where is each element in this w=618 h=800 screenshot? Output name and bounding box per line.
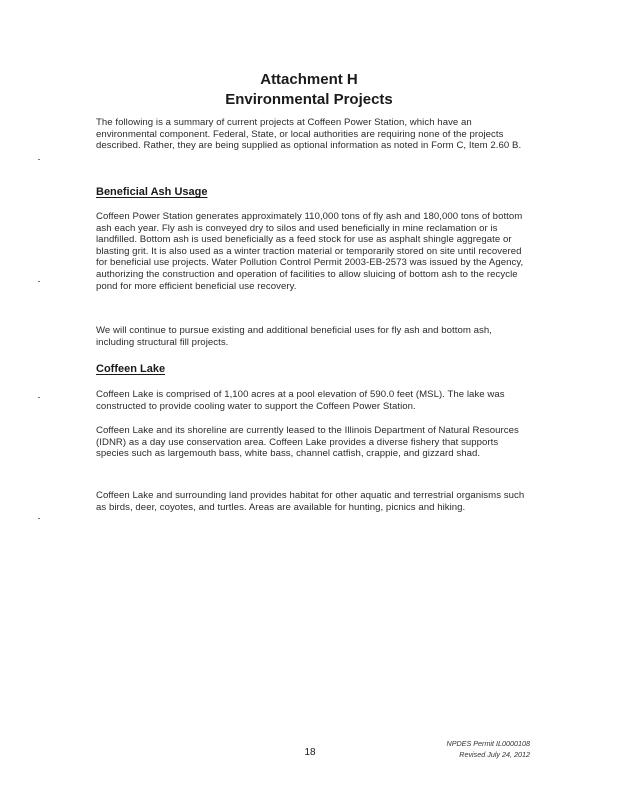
ash-paragraph-2: We will continue to pursue existing and additional beneficial uses for fly ash and bottom ash, including structural fill projects.	[96, 325, 492, 348]
margin-mark	[38, 397, 40, 398]
page-subtitle: Environmental Projects	[225, 91, 393, 108]
margin-mark	[38, 518, 40, 519]
lake-paragraph-2: Coffeen Lake and its shoreline are currently leased to the Illinois Department of Natural Resources (IDNR) as a day use conservation area. Coffeen Lake provides a diverse fishery that supports species such as largemouth bass, white bass, channel catfish, crappie, and gizzard shad.	[96, 425, 519, 460]
footer-permit: NPDES Permit IL0000108	[446, 739, 530, 748]
intro-paragraph: The following is a summary of current projects at Coffeen Power Station, which have an environmental component. Federal, State, or local authorities are requiring none of the projects described. Rather, they are being supplied as optional information as noted in Form C, Item 2.60 B.	[96, 117, 522, 152]
lake-paragraph-1: Coffeen Lake is comprised of 1,100 acres at a pool elevation of 590.0 feet (MSL). The lake was constructed to provide cooling water to support the Coffeen Power Station.	[96, 389, 505, 412]
ash-paragraph-1: Coffeen Power Station generates approximately 110,000 tons of fly ash and 180,000 tons of bottom ash each year. Fly ash is conveyed dry to silos and used beneficially in mine reclamation or is landfilled. Bottom ash is used beneficially as a feed stock for use as asphalt shingle aggregate or blasting grit. It is also used as a winter traction material or temporarily stored on site until recovered for beneficial use projects. Water Pollution Control Permit 2003-EB-2573 was issued by the Agency, authorizing the construction and operation of facilities to allow sluicing of bottom ash to the recycle pond for more efficient beneficial use recovery.	[96, 211, 524, 292]
section-heading-ash: Beneficial Ash Usage	[96, 186, 208, 198]
margin-mark	[38, 159, 40, 160]
section-heading-lake: Coffeen Lake	[96, 363, 166, 375]
margin-mark	[38, 281, 40, 282]
page-number: 18	[304, 747, 316, 758]
lake-paragraph-3: Coffeen Lake and surrounding land provides habitat for other aquatic and terrestrial organisms such as birds, deer, coyotes, and turtles. Areas are available for hunting, picnics and hiking.	[96, 490, 525, 513]
page-title: Attachment H	[260, 71, 358, 88]
footer-revised: Revised July 24, 2012	[459, 750, 530, 759]
